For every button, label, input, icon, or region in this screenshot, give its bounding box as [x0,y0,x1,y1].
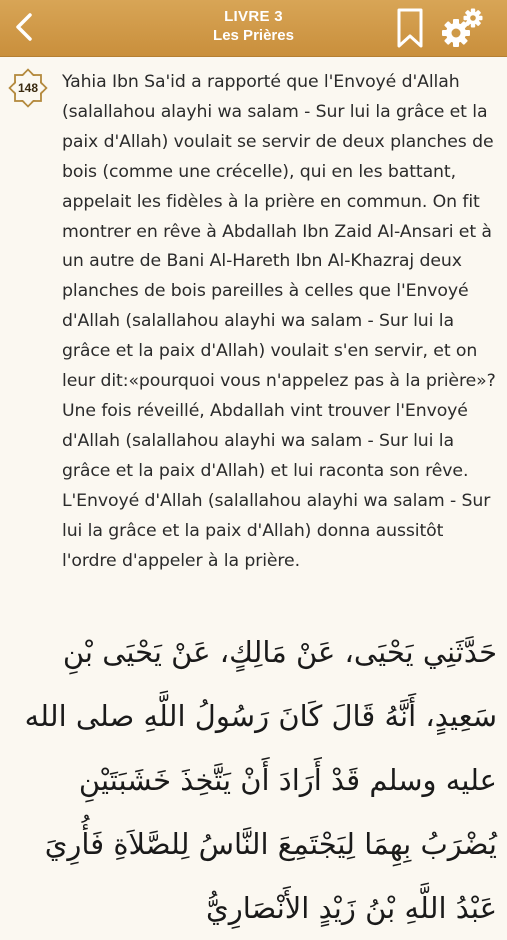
hadith-number: 148 [17,81,39,95]
hadith-translation: Yahia Ibn Sa'id a rapporté que l'Envoyé d'Allah (salallahou alayhi wa salam - Sur lui la grâce et la paix d'Allah) voulait se servir de deux planches de bois (comme une crécelle), qui en les battant, appelait les fidèles à la prière en commun. On fit montrer en rêve à Abdallah Ibn Zaid Al-Ansari et à un autre de Bani Al-Hareth Ibn Al-Khazraj deux planches de bois pareilles à celles que l'Envoyé d'Allah (salallahou alayhi wa salam - Sur lui la grâce et la paix d'Allah) voulait s'en servir, et on leur dit:«pourquoi vous n'appelez pas à la prière»? Une fois réveillé, Abdallah vint trouver l'Envoyé d'Allah (salallahou alayhi wa salam - Sur lui la grâce et la paix d'Allah) et lui raconta son rêve. L'Envoyé d'Allah (salallahou alayhi wa salam - Sur lui la grâce et la paix d'Allah) donna aussitôt l'ordre d'appeler à la prière. [62,72,496,571]
nav-bar [0,0,507,57]
nav-title [120,8,387,45]
book-title: LIVRE 3 [224,8,283,25]
gears-icon[interactable] [440,6,484,50]
back-button[interactable] [10,10,38,44]
chapter-title: Les Prières [213,27,294,44]
hadith-arabic-text: حَدَّثَنِي يَحْيَى، عَنْ مَالِكٍ، عَنْ يَحْيَى بْنِ سَعِيدٍ، أَنَّهُ قَالَ كَانَ رَسُولُ اللَّهِ صلى الله عليه وسلم قَدْ أَرَادَ أَنْ يَتَّخِذَ خَشَبَتَيْنِ يُضْرَبُ بِهِمَا لِيَجْتَمِعَ النَّاسُ لِلصَّلاَةِ فَأُرِيَ عَبْدُ اللَّهِ بْنُ زَيْدٍ الأَنْصَارِيُّ [24,635,497,925]
hadith-content [0,56,507,925]
bookmark-icon[interactable] [397,8,423,48]
chevron-left-icon [14,12,34,42]
